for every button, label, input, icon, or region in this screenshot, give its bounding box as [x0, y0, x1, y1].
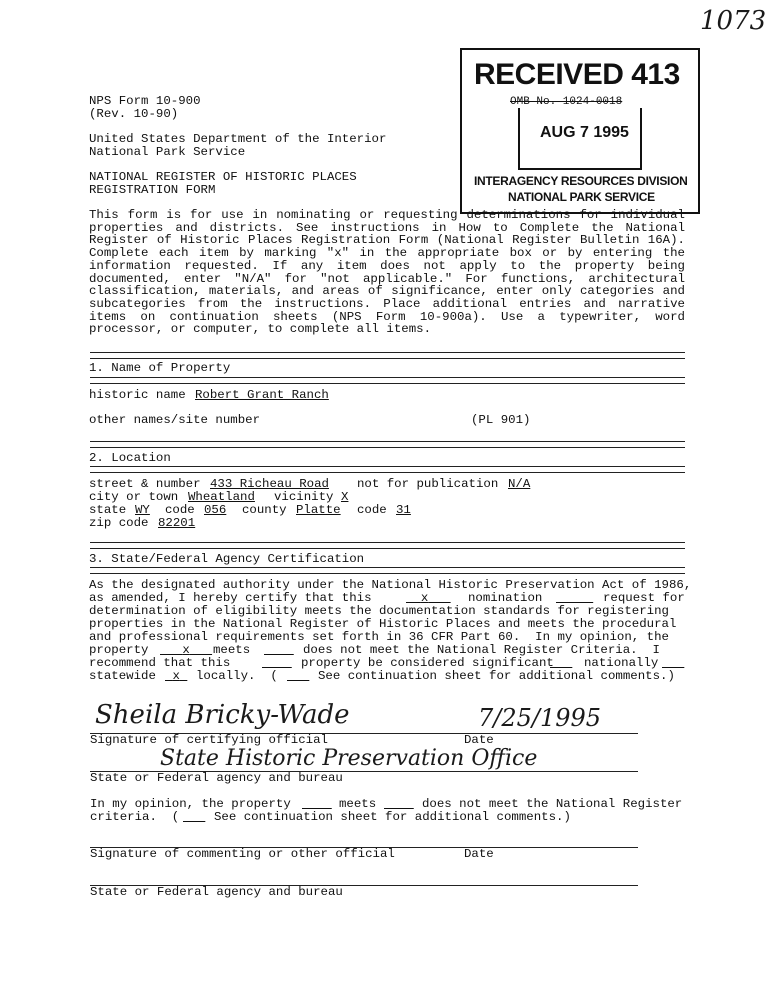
not-for-publication-label: not for publication	[357, 477, 499, 491]
date-label: Date	[464, 733, 494, 747]
cert-line: nationally	[584, 656, 659, 670]
cert-line: meets	[213, 643, 251, 657]
stamp-omb-number: OMB No. 1024-0018	[510, 96, 623, 108]
agency2-label: State or Federal agency and bureau	[90, 885, 343, 899]
form-number: NPS Form 10-900	[89, 94, 201, 108]
cert-line: request for	[603, 591, 685, 605]
opinion-line: criteria. (	[90, 810, 180, 824]
department: United States Department of the Interior	[89, 132, 387, 146]
section-divider	[90, 542, 685, 549]
cert-line: As the designated authority under the National Historic Preservation Act of 1986,	[89, 578, 692, 592]
cert-line: nomination	[468, 591, 543, 605]
section2-heading: 2. Location	[89, 451, 171, 465]
cert-line: statewide	[89, 669, 156, 683]
zip-label: zip code	[89, 516, 149, 530]
form-revision: (Rev. 10-90)	[89, 107, 179, 121]
state-label: state	[89, 503, 127, 517]
other-names-label: other names/site number	[89, 413, 261, 427]
street-label: street & number	[89, 477, 201, 491]
opinion-line: meets	[339, 797, 377, 811]
cert-line: property	[89, 643, 149, 657]
opinion-line: See continuation sheet for additional comments.)	[214, 810, 571, 824]
register-title: NATIONAL REGISTER OF HISTORIC PLACES	[89, 170, 357, 184]
cert-line: See continuation sheet for additional comments.)	[318, 669, 675, 683]
opinion-line: In my opinion, the property	[90, 797, 291, 811]
historic-name-label: historic name	[89, 388, 186, 402]
stamp-date-box	[518, 108, 642, 170]
stamp-division: INTERAGENCY RESOURCES DIVISION	[474, 174, 688, 188]
county-label: county	[242, 503, 287, 517]
section-divider	[90, 567, 685, 574]
stamp-date: AUG 7 1995	[540, 124, 629, 141]
city-label: city or town	[89, 490, 179, 504]
cert-line: properties in the National Register of Historic Places and meets the procedural	[89, 617, 677, 631]
county-value: Platte	[296, 503, 341, 517]
section-divider	[90, 377, 685, 384]
handwritten-date: 7/25/1995	[478, 704, 602, 732]
stamp-service: NATIONAL PARK SERVICE	[508, 190, 655, 204]
received-stamp	[460, 48, 700, 214]
opinion-line: does not meet the National Register	[422, 797, 683, 811]
state-code-value: 056	[204, 503, 227, 517]
statewide-mark: x	[172, 669, 180, 683]
city-value: Wheatland	[188, 490, 255, 504]
section-divider	[90, 466, 685, 473]
section3-heading: 3. State/Federal Agency Certification	[89, 552, 365, 566]
section-divider	[90, 352, 685, 359]
section1-heading: 1. Name of Property	[89, 361, 231, 375]
nomination-mark: x	[420, 591, 429, 605]
cert-line: does not meet the National Register Criteria. I	[303, 643, 660, 657]
street-value: 433 Richeau Road	[210, 477, 329, 491]
zip-value: 82201	[158, 516, 196, 530]
not-for-publication-value: N/A	[508, 477, 531, 491]
cert-line: property be considered significant	[301, 656, 554, 670]
agency-label: State or Federal agency and bureau	[90, 771, 343, 785]
service: National Park Service	[89, 145, 246, 159]
cert-line: recommend that this	[89, 656, 231, 670]
vicinity-value: X	[341, 490, 349, 504]
continuation-blank	[287, 670, 309, 683]
instructions-paragraph: This form is for use in nominating or requesting determinations for individual properties and districts. See instructions in How to Complete the National Register of Historic Places Registration Form (National Register Bulletin 16A). Complete each item by marking "x" in the appropriate box or by entering the information requested. If any item does not apply to the property being documented, enter "N/A" for "not applicable." For functions, architectural classification, materials, and areas of significance, enter only categories and subcategories from the instructions. Place additional entries and narrative items on continuation sheets (NPS Form 10-900a). Use a typewriter, word processor, or computer, to complete all items.	[89, 208, 685, 337]
site-number-value: (PL 901)	[471, 413, 531, 427]
historic-name-value: Robert Grant Ranch	[195, 388, 329, 402]
county-code-label: code	[357, 503, 387, 517]
handwritten-signature: Sheila Bricky-Wade	[95, 700, 350, 730]
section-divider	[90, 441, 685, 448]
page-number: 1073	[700, 6, 767, 36]
cert-line: determination of eligibility meets the documentation standards for registering	[89, 604, 669, 618]
cert-line: as amended, I hereby certify that this	[89, 591, 372, 605]
commenting-date-label: Date	[464, 847, 494, 861]
handwritten-agency: State Historic Preservation Office	[160, 746, 538, 771]
state-code-label: code	[165, 503, 195, 517]
meets-mark: x	[182, 643, 190, 657]
cert-line: locally. (	[196, 669, 278, 683]
cert-line: and professional requirements set forth in 36 CFR Part 60. In my opinion, the	[89, 630, 669, 644]
opinion-continuation-blank	[183, 811, 205, 824]
signature-label: Signature of certifying official	[90, 733, 328, 747]
form-title: REGISTRATION FORM	[89, 183, 216, 197]
commenting-signature-label: Signature of commenting or other official	[90, 847, 395, 861]
state-value: WY	[135, 503, 150, 517]
vicinity-label: vicinity	[274, 490, 334, 504]
stamp-received-text: RECEIVED 413	[474, 58, 680, 91]
county-code-value: 31	[396, 503, 411, 517]
